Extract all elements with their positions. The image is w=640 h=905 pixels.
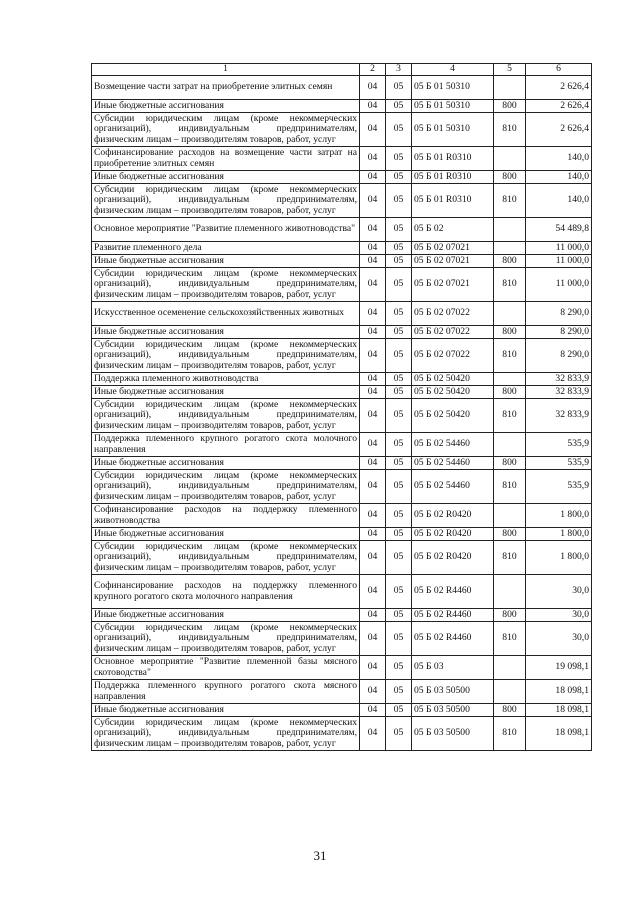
section-code-cell: 04 <box>360 717 386 751</box>
row-name-cell: Иные бюджетные ассигнования <box>92 609 360 622</box>
row-name-cell: Иные бюджетные ассигнования <box>92 704 360 717</box>
amount-cell: 535,9 <box>526 457 592 470</box>
section-code-cell: 04 <box>360 470 386 504</box>
target-article-cell: 05 Б 02 R0420 <box>412 528 494 541</box>
column-header: 2 <box>360 64 386 76</box>
subsection-code-cell: 05 <box>386 147 412 171</box>
section-code-cell: 04 <box>360 171 386 184</box>
table-row <box>92 326 592 339</box>
row-name-cell: Субсидии юридическим лицам (кроме некоммерческих организаций), индивидуальным предпринимателям, физическим лицам – производителям товаров, работ, услуг <box>92 339 360 373</box>
table-row <box>92 242 592 255</box>
expense-type-cell <box>494 147 526 171</box>
table-row <box>92 386 592 399</box>
section-code-cell: 04 <box>360 433 386 457</box>
expense-type-cell: 810 <box>494 622 526 656</box>
expense-type-cell <box>494 575 526 609</box>
section-code-cell: 04 <box>360 100 386 113</box>
amount-cell: 8 290,0 <box>526 339 592 373</box>
amount-cell: 140,0 <box>526 184 592 218</box>
subsection-code-cell: 05 <box>386 76 412 100</box>
target-article-cell: 05 Б 02 R4460 <box>412 622 494 656</box>
amount-cell: 1 800,0 <box>526 541 592 575</box>
target-article-cell: 05 Б 03 <box>412 656 494 680</box>
row-name-cell: Софинансирование расходов на поддержку племенного крупного рогатого скота молочного направления <box>92 575 360 609</box>
subsection-code-cell: 05 <box>386 302 412 326</box>
subsection-code-cell: 05 <box>386 575 412 609</box>
row-name-cell: Возмещение части затрат на приобретение элитных семян <box>92 76 360 100</box>
expense-type-cell: 800 <box>494 386 526 399</box>
section-code-cell: 04 <box>360 528 386 541</box>
expense-type-cell <box>494 218 526 242</box>
table-header-row <box>92 64 592 76</box>
table-row <box>92 470 592 504</box>
amount-cell: 32 833,9 <box>526 386 592 399</box>
subsection-code-cell: 05 <box>386 717 412 751</box>
target-article-cell: 05 Б 02 54460 <box>412 470 494 504</box>
amount-cell: 54 489,8 <box>526 218 592 242</box>
subsection-code-cell: 05 <box>386 541 412 575</box>
table-body <box>92 76 592 751</box>
amount-cell: 140,0 <box>526 171 592 184</box>
expense-type-cell: 810 <box>494 339 526 373</box>
column-header: 4 <box>412 64 494 76</box>
section-code-cell: 04 <box>360 255 386 268</box>
row-name-cell: Субсидии юридическим лицам (кроме некоммерческих организаций), индивидуальным предпринимателям, физическим лицам – производителям товаров, работ, услуг <box>92 622 360 656</box>
table-row <box>92 100 592 113</box>
table-row <box>92 609 592 622</box>
row-name-cell: Иные бюджетные ассигнования <box>92 171 360 184</box>
table-row <box>92 76 592 100</box>
table-row <box>92 680 592 704</box>
row-name-cell: Субсидии юридическим лицам (кроме некоммерческих организаций), индивидуальным предпринимателям, физическим лицам – производителям товаров, работ, услуг <box>92 184 360 218</box>
subsection-code-cell: 05 <box>386 218 412 242</box>
table-row <box>92 622 592 656</box>
target-article-cell: 05 Б 02 07021 <box>412 255 494 268</box>
section-code-cell: 04 <box>360 76 386 100</box>
amount-cell: 11 000,0 <box>526 268 592 302</box>
section-code-cell: 04 <box>360 575 386 609</box>
target-article-cell: 05 Б 03 50500 <box>412 680 494 704</box>
target-article-cell: 05 Б 02 07021 <box>412 242 494 255</box>
section-code-cell: 04 <box>360 609 386 622</box>
amount-cell: 140,0 <box>526 147 592 171</box>
target-article-cell: 05 Б 01 R0310 <box>412 171 494 184</box>
subsection-code-cell: 05 <box>386 386 412 399</box>
amount-cell: 1 800,0 <box>526 504 592 528</box>
expense-type-cell: 810 <box>494 268 526 302</box>
target-article-cell: 05 Б 02 <box>412 218 494 242</box>
target-article-cell: 05 Б 02 R0420 <box>412 541 494 575</box>
expense-type-cell <box>494 656 526 680</box>
table-row <box>92 717 592 751</box>
row-name-cell: Поддержка племенного крупного рогатого скота молочного направления <box>92 433 360 457</box>
row-name-cell: Иные бюджетные ассигнования <box>92 100 360 113</box>
target-article-cell: 05 Б 03 50500 <box>412 717 494 751</box>
section-code-cell: 04 <box>360 339 386 373</box>
expense-type-cell: 800 <box>494 100 526 113</box>
section-code-cell: 04 <box>360 218 386 242</box>
subsection-code-cell: 05 <box>386 184 412 218</box>
table-row <box>92 575 592 609</box>
subsection-code-cell: 05 <box>386 457 412 470</box>
expense-type-cell: 800 <box>494 326 526 339</box>
subsection-code-cell: 05 <box>386 255 412 268</box>
table-row <box>92 504 592 528</box>
expense-type-cell <box>494 504 526 528</box>
expense-type-cell: 800 <box>494 609 526 622</box>
row-name-cell: Субсидии юридическим лицам (кроме некоммерческих организаций), индивидуальным предпринимателям, физическим лицам – производителям товаров, работ, услуг <box>92 113 360 147</box>
table-row <box>92 113 592 147</box>
column-header: 5 <box>494 64 526 76</box>
section-code-cell: 04 <box>360 622 386 656</box>
target-article-cell: 05 Б 01 50310 <box>412 76 494 100</box>
target-article-cell: 05 Б 02 54460 <box>412 457 494 470</box>
page-number: 31 <box>313 848 327 863</box>
target-article-cell: 05 Б 02 07022 <box>412 339 494 373</box>
row-name-cell: Софинансирование расходов на поддержку племенного животноводства <box>92 504 360 528</box>
table-row <box>92 302 592 326</box>
subsection-code-cell: 05 <box>386 100 412 113</box>
section-code-cell: 04 <box>360 268 386 302</box>
row-name-cell: Субсидии юридическим лицам (кроме некоммерческих организаций), индивидуальным предпринимателям, физическим лицам – производителям товаров, работ, услуг <box>92 717 360 751</box>
target-article-cell: 05 Б 01 R0310 <box>412 147 494 171</box>
target-article-cell: 05 Б 02 07022 <box>412 326 494 339</box>
row-name-cell: Софинансирование расходов на возмещение части затрат на приобретение элитных семян <box>92 147 360 171</box>
subsection-code-cell: 05 <box>386 326 412 339</box>
subsection-code-cell: 05 <box>386 470 412 504</box>
section-code-cell: 04 <box>360 147 386 171</box>
expense-type-cell: 810 <box>494 470 526 504</box>
amount-cell: 535,9 <box>526 433 592 457</box>
subsection-code-cell: 05 <box>386 399 412 433</box>
section-code-cell: 04 <box>360 656 386 680</box>
amount-cell: 32 833,9 <box>526 399 592 433</box>
table-row <box>92 704 592 717</box>
subsection-code-cell: 05 <box>386 704 412 717</box>
amount-cell: 32 833,9 <box>526 373 592 386</box>
budget-table <box>91 63 592 751</box>
expense-type-cell: 810 <box>494 184 526 218</box>
amount-cell: 2 626,4 <box>526 76 592 100</box>
subsection-code-cell: 05 <box>386 528 412 541</box>
subsection-code-cell: 05 <box>386 373 412 386</box>
table-row <box>92 541 592 575</box>
row-name-cell: Иные бюджетные ассигнования <box>92 326 360 339</box>
table-row <box>92 218 592 242</box>
amount-cell: 30,0 <box>526 622 592 656</box>
section-code-cell: 04 <box>360 326 386 339</box>
table-row <box>92 399 592 433</box>
section-code-cell: 04 <box>360 184 386 218</box>
subsection-code-cell: 05 <box>386 504 412 528</box>
row-name-cell: Основное мероприятие "Развитие племенной базы мясного скотоводства" <box>92 656 360 680</box>
expense-type-cell: 810 <box>494 717 526 751</box>
expense-type-cell <box>494 242 526 255</box>
expense-type-cell <box>494 433 526 457</box>
row-name-cell: Субсидии юридическим лицам (кроме некоммерческих организаций), индивидуальным предпринимателям, физическим лицам – производителям товаров, работ, услуг <box>92 470 360 504</box>
target-article-cell: 05 Б 02 R4460 <box>412 609 494 622</box>
expense-type-cell: 810 <box>494 113 526 147</box>
amount-cell: 30,0 <box>526 609 592 622</box>
table-row <box>92 528 592 541</box>
section-code-cell: 04 <box>360 541 386 575</box>
target-article-cell: 05 Б 02 54460 <box>412 433 494 457</box>
row-name-cell: Искусственное осеменение сельскохозяйственных животных <box>92 302 360 326</box>
subsection-code-cell: 05 <box>386 680 412 704</box>
column-header: 3 <box>386 64 412 76</box>
expense-type-cell: 800 <box>494 255 526 268</box>
target-article-cell: 05 Б 02 R4460 <box>412 575 494 609</box>
row-name-cell: Поддержка племенного животноводства <box>92 373 360 386</box>
amount-cell: 1 800,0 <box>526 528 592 541</box>
subsection-code-cell: 05 <box>386 113 412 147</box>
row-name-cell: Субсидии юридическим лицам (кроме некоммерческих организаций), индивидуальным предпринимателям, физическим лицам – производителям товаров, работ, услуг <box>92 541 360 575</box>
subsection-code-cell: 05 <box>386 268 412 302</box>
target-article-cell: 05 Б 02 50420 <box>412 399 494 433</box>
section-code-cell: 04 <box>360 399 386 433</box>
table-row <box>92 457 592 470</box>
section-code-cell: 04 <box>360 373 386 386</box>
target-article-cell: 05 Б 02 50420 <box>412 386 494 399</box>
table-row <box>92 147 592 171</box>
row-name-cell: Субсидии юридическим лицам (кроме некоммерческих организаций), индивидуальным предпринимателям, физическим лицам – производителям товаров, работ, услуг <box>92 268 360 302</box>
amount-cell: 8 290,0 <box>526 302 592 326</box>
target-article-cell: 05 Б 02 07021 <box>412 268 494 302</box>
expense-type-cell <box>494 76 526 100</box>
subsection-code-cell: 05 <box>386 171 412 184</box>
row-name-cell: Иные бюджетные ассигнования <box>92 255 360 268</box>
target-article-cell: 05 Б 01 50310 <box>412 113 494 147</box>
target-article-cell: 05 Б 03 50500 <box>412 704 494 717</box>
target-article-cell: 05 Б 02 07022 <box>412 302 494 326</box>
amount-cell: 19 098,1 <box>526 656 592 680</box>
expense-type-cell: 800 <box>494 457 526 470</box>
table-row <box>92 433 592 457</box>
expense-type-cell <box>494 680 526 704</box>
row-name-cell: Основное мероприятие "Развитие племенного животноводства" <box>92 218 360 242</box>
amount-cell: 535,9 <box>526 470 592 504</box>
subsection-code-cell: 05 <box>386 656 412 680</box>
table-row <box>92 255 592 268</box>
section-code-cell: 04 <box>360 704 386 717</box>
subsection-code-cell: 05 <box>386 622 412 656</box>
amount-cell: 18 098,1 <box>526 680 592 704</box>
amount-cell: 8 290,0 <box>526 326 592 339</box>
subsection-code-cell: 05 <box>386 242 412 255</box>
amount-cell: 11 000,0 <box>526 242 592 255</box>
table-row <box>92 184 592 218</box>
column-header: 6 <box>526 64 592 76</box>
table-row <box>92 656 592 680</box>
section-code-cell: 04 <box>360 680 386 704</box>
expense-type-cell <box>494 373 526 386</box>
expense-type-cell: 800 <box>494 528 526 541</box>
section-code-cell: 04 <box>360 457 386 470</box>
expense-type-cell <box>494 302 526 326</box>
section-code-cell: 04 <box>360 113 386 147</box>
row-name-cell: Иные бюджетные ассигнования <box>92 457 360 470</box>
target-article-cell: 05 Б 02 R0420 <box>412 504 494 528</box>
amount-cell: 2 626,4 <box>526 100 592 113</box>
row-name-cell: Субсидии юридическим лицам (кроме некоммерческих организаций), индивидуальным предпринимателям, физическим лицам – производителям товаров, работ, услуг <box>92 399 360 433</box>
target-article-cell: 05 Б 01 R0310 <box>412 184 494 218</box>
subsection-code-cell: 05 <box>386 339 412 373</box>
expense-type-cell: 800 <box>494 704 526 717</box>
section-code-cell: 04 <box>360 386 386 399</box>
expense-type-cell: 810 <box>494 399 526 433</box>
column-header: 1 <box>92 64 360 76</box>
section-code-cell: 04 <box>360 302 386 326</box>
table-row <box>92 171 592 184</box>
table-row <box>92 339 592 373</box>
amount-cell: 2 626,4 <box>526 113 592 147</box>
row-name-cell: Развитие племенного дела <box>92 242 360 255</box>
amount-cell: 11 000,0 <box>526 255 592 268</box>
table-row <box>92 268 592 302</box>
section-code-cell: 04 <box>360 504 386 528</box>
expense-type-cell: 810 <box>494 541 526 575</box>
target-article-cell: 05 Б 02 50420 <box>412 373 494 386</box>
subsection-code-cell: 05 <box>386 609 412 622</box>
row-name-cell: Иные бюджетные ассигнования <box>92 528 360 541</box>
amount-cell: 30,0 <box>526 575 592 609</box>
table-row <box>92 373 592 386</box>
amount-cell: 18 098,1 <box>526 717 592 751</box>
amount-cell: 18 098,1 <box>526 704 592 717</box>
row-name-cell: Иные бюджетные ассигнования <box>92 386 360 399</box>
expense-type-cell: 800 <box>494 171 526 184</box>
subsection-code-cell: 05 <box>386 433 412 457</box>
target-article-cell: 05 Б 01 50310 <box>412 100 494 113</box>
row-name-cell: Поддержка племенного крупного рогатого скота мясного направления <box>92 680 360 704</box>
section-code-cell: 04 <box>360 242 386 255</box>
